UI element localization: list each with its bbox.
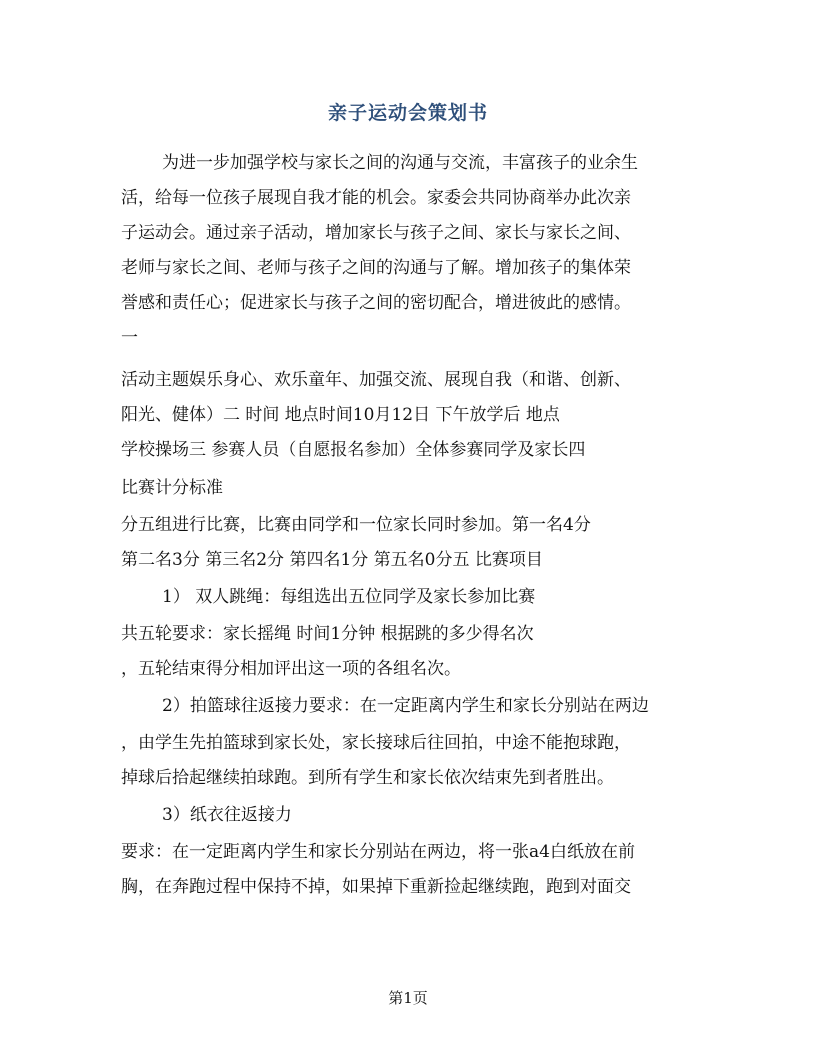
paragraph-line: 子运动会。通过亲子活动，增加家长与孩子之间、家长与家长之间、 [121, 223, 631, 243]
page-number: 第1页 [388, 989, 428, 1007]
paragraph-line: 老师与家长之间、老师与孩子之间的沟通与了解。增加孩子的集体荣 [121, 258, 631, 278]
paragraph-line: ，五轮结束得分相加评出这一项的各组名次。 [121, 659, 461, 679]
paragraph-line: 学校操场三 参赛人员（自愿报名参加）全体参赛同学及家长四 [121, 440, 586, 460]
paragraph-line: 掉球后拾起继续拍球跑。到所有学生和家长依次结束先到者胜出。 [121, 768, 614, 788]
paragraph-line: 要求：在一定距离内学生和家长分别站在两边，将一张a4白纸放在前 [121, 842, 635, 862]
document-title: 亲子运动会策划书 [327, 102, 488, 124]
paragraph-line: 活动主题娱乐身心、欢乐童年、加强交流、展现自我（和谐、创新、 [121, 370, 631, 390]
paragraph-line: ，由学生先拍篮球到家长处，家长接球后往回拍，中途不能抱球跑， [121, 733, 631, 753]
section-number: 一 [121, 328, 138, 348]
list-item-3: 3）纸衣往返接力 [162, 805, 292, 825]
list-item-2: 2）拍篮球往返接力要求：在一定距离内学生和家长分别站在两边 [162, 696, 649, 716]
paragraph-line: 胸，在奔跑过程中保持不掉，如果掉下重新捡起继续跑，跑到对面交 [121, 877, 631, 897]
section-heading: 比赛计分标准 [121, 478, 223, 498]
list-item-1: 1） 双人跳绳：每组选出五位同学及家长参加比赛 [162, 587, 536, 607]
paragraph-line: 誉感和责任心；促进家长与孩子之间的密切配合，增进彼此的感情。 [121, 293, 631, 313]
paragraph-line: 为进一步加强学校与家长之间的沟通与交流，丰富孩子的业余生 [162, 153, 638, 173]
paragraph-line: 第二名3分 第三名2分 第四名1分 第五名0分五 比赛项目 [121, 550, 543, 570]
paragraph-line: 阳光、健体）二 时间 地点时间10月12日 下午放学后 地点 [121, 405, 560, 425]
paragraph-line: 分五组进行比赛，比赛由同学和一位家长同时参加。第一名4分 [121, 515, 591, 535]
paragraph-line: 活，给每一位孩子展现自我才能的机会。家委会共同协商举办此次亲 [121, 188, 631, 208]
paragraph-line: 共五轮要求：家长摇绳 时间1分钟 根据跳的多少得名次 [121, 624, 534, 644]
